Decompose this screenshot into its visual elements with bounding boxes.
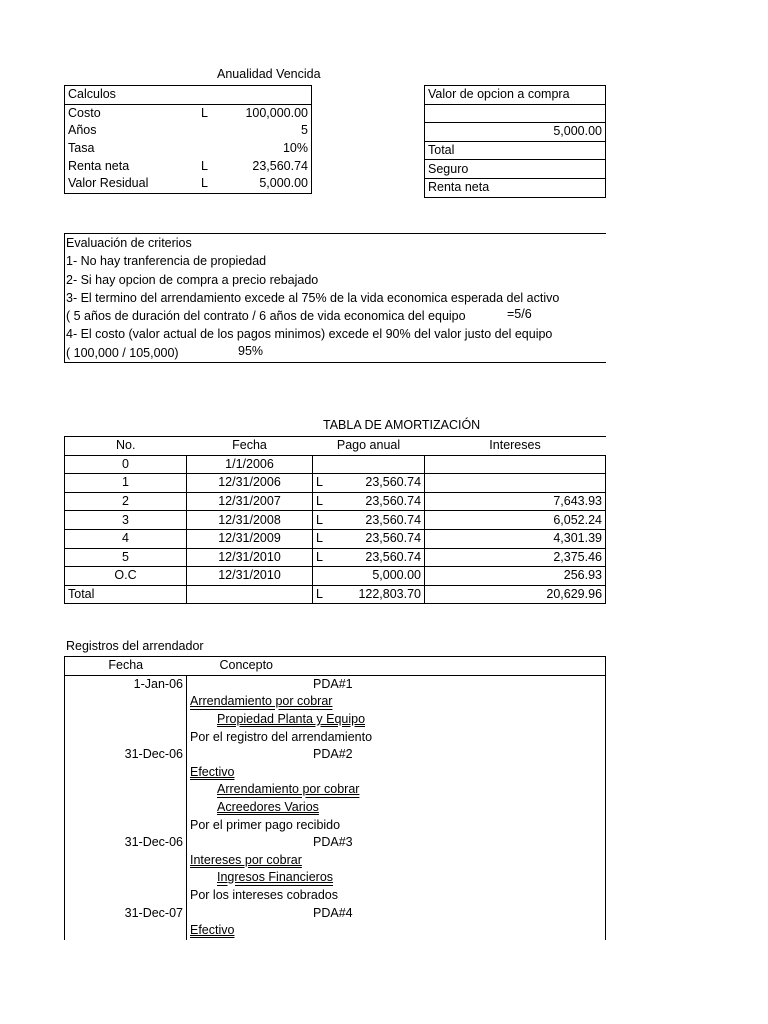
registro-fecha (65, 799, 187, 817)
amort-pago: 23,560.74 (331, 548, 425, 567)
registro-fecha (65, 887, 187, 905)
criterios-title: Evaluación de criterios (66, 236, 192, 250)
registro-row (65, 816, 606, 834)
registro-row (65, 781, 606, 799)
col-fecha: Fecha (232, 438, 267, 453)
registro-concepto: PDA#1 (313, 676, 353, 691)
registro-fecha (65, 781, 187, 799)
registro-concepto: Por los intereses cobrados (190, 888, 338, 903)
amortizacion-row (65, 529, 606, 548)
calc-currency: L (201, 158, 208, 173)
amort-no: 2 (65, 492, 187, 511)
amort-currency: L (313, 474, 331, 493)
amort-intereses: 4,301.39 (425, 529, 606, 548)
calc-currency (191, 122, 219, 140)
registro-row (65, 869, 606, 887)
amortizacion-table (64, 436, 606, 604)
amort-no: O.C (65, 567, 187, 586)
calc-label: Renta neta (68, 158, 130, 173)
amort-fecha: 12/31/2009 (187, 529, 313, 548)
col-pago: Pago anual (336, 438, 401, 453)
criterio-line: ( 100,000 / 105,000) (66, 345, 179, 360)
calc-value: 10% (282, 141, 308, 156)
reg-col-concepto: Concepto (219, 658, 274, 673)
registro-fecha (65, 693, 187, 711)
amort-currency (313, 567, 331, 586)
calc-value: 5 (301, 123, 308, 138)
registro-concepto: PDA#2 (313, 747, 353, 762)
registro-fecha (65, 711, 187, 729)
registro-row (65, 852, 606, 870)
amort-fecha: 1/1/2006 (187, 455, 313, 474)
registro-concepto: Acreedores Varios (217, 800, 319, 815)
registro-fecha (65, 869, 187, 887)
calculos-table (64, 85, 312, 194)
amort-pago: 23,560.74 (331, 511, 425, 530)
amort-pago (331, 455, 425, 474)
amort-fecha: 12/31/2010 (187, 567, 313, 586)
registro-concepto: Arrendamiento por cobrar (190, 694, 333, 709)
registro-fecha (65, 852, 187, 870)
calc-currency: L (201, 176, 208, 191)
registros-table (64, 656, 606, 940)
amort-currency: L (313, 492, 331, 511)
amort-pago: 5,000.00 (331, 567, 425, 586)
registro-concepto: Ingresos Financieros (217, 870, 334, 885)
registro-concepto: Propiedad Planta y Equipo (217, 712, 366, 727)
amort-fecha: 12/31/2008 (187, 511, 313, 530)
registro-concepto: Efectivo (190, 764, 235, 779)
amort-intereses: 7,643.93 (425, 492, 606, 511)
criterios-box (64, 233, 606, 363)
criterio-line: 2- Si hay opcion de compra a precio rebajado (66, 272, 319, 287)
calculos-row (65, 104, 312, 122)
amort-fecha: 12/31/2006 (187, 474, 313, 493)
amort-fecha: 12/31/2010 (187, 548, 313, 567)
registro-row (65, 834, 606, 852)
amort-intereses (425, 474, 606, 493)
calc-value: 23,560.74 (252, 158, 308, 173)
amort-pago: 23,560.74 (331, 529, 425, 548)
registro-row (65, 887, 606, 905)
opcion-compra-table (424, 85, 606, 198)
amortizacion-row (65, 548, 606, 567)
criterio-line: 4- El costo (valor actual de los pagos minimos) excede el 90% del valor justo del equipo (66, 327, 553, 342)
amort-no: 5 (65, 548, 187, 567)
registro-row (65, 728, 606, 746)
calculos-row (65, 122, 312, 140)
criterio-line: 3- El termino del arrendamiento excede al 75% de la vida economica esperada del activo (66, 290, 560, 305)
opcion-renta: Renta neta (425, 178, 606, 197)
amort-no: 0 (65, 455, 187, 474)
calculos-title: Calculos (68, 87, 116, 102)
opcion-total: Total (425, 141, 606, 160)
amort-fecha: 12/31/2007 (187, 492, 313, 511)
criterio-percent: 95% (238, 344, 264, 358)
calculos-row (65, 157, 312, 175)
amortizacion-row (65, 511, 606, 530)
amortizacion-total-row: Total L 122,803.70 20,629.96 (65, 585, 606, 604)
registro-concepto: PDA#3 (313, 835, 353, 850)
criterio-line: 1- No hay tranferencia de propiedad (66, 254, 267, 269)
criterio-ratio: =5/6 (507, 307, 532, 321)
amort-pago: 23,560.74 (331, 492, 425, 511)
registro-concepto: Por el primer pago recibido (190, 817, 341, 832)
col-intereses: Intereses (489, 438, 541, 453)
registros-title: Registros del arrendador (66, 639, 204, 653)
amortizacion-row (65, 492, 606, 511)
amort-no: 4 (65, 529, 187, 548)
amort-currency: L (313, 529, 331, 548)
registro-concepto: Intereses por cobrar (190, 852, 302, 867)
registro-concepto: Efectivo (190, 923, 235, 938)
amort-intereses (425, 455, 606, 474)
reg-col-fecha: Fecha (108, 658, 144, 673)
calculos-row (65, 140, 312, 158)
amort-currency (313, 455, 331, 474)
registro-row (65, 746, 606, 764)
amort-intereses: 2,375.46 (425, 548, 606, 567)
amort-currency: L (313, 511, 331, 530)
registro-row (65, 693, 606, 711)
opcion-seguro: Seguro (425, 160, 606, 179)
criterio-line: ( 5 años de duración del contrato / 6 años de vida economica del equipo (66, 309, 466, 324)
registro-row (65, 904, 606, 922)
registro-row (65, 675, 606, 693)
calc-value: 5,000.00 (259, 176, 308, 191)
registro-row (65, 922, 606, 940)
registro-fecha (65, 764, 187, 782)
amortizacion-row (65, 567, 606, 586)
col-no: No. (116, 438, 136, 453)
registro-fecha: 1-Jan-06 (65, 675, 187, 693)
amortizacion-title: TABLA DE AMORTIZACIÓN (323, 418, 481, 432)
calc-value: 100,000.00 (245, 105, 308, 120)
anualidad-heading: Anualidad Vencida (217, 67, 321, 81)
calc-label: Valor Residual (68, 176, 149, 191)
registro-fecha (65, 922, 187, 940)
opcion-value: 5,000.00 (425, 123, 606, 142)
calculos-row (65, 175, 312, 193)
registro-fecha: 31-Dec-06 (65, 746, 187, 764)
registro-fecha (65, 816, 187, 834)
calc-label: Costo (68, 105, 101, 120)
amort-no: 3 (65, 511, 187, 530)
opcion-title: Valor de opcion a compra (425, 86, 606, 105)
amort-intereses: 6,052.24 (425, 511, 606, 530)
amortizacion-row (65, 455, 606, 474)
registro-concepto: PDA#4 (313, 905, 353, 920)
calc-currency: L (201, 105, 208, 120)
amort-pago: 23,560.74 (331, 474, 425, 493)
amort-intereses: 256.93 (425, 567, 606, 586)
registro-row (65, 764, 606, 782)
calc-currency (191, 140, 219, 158)
calc-label: Años (68, 123, 97, 138)
registro-fecha: 31-Dec-07 (65, 904, 187, 922)
registro-concepto: Arrendamiento por cobrar (217, 782, 360, 797)
registro-row (65, 711, 606, 729)
amort-no: 1 (65, 474, 187, 493)
registro-fecha (65, 728, 187, 746)
amort-currency: L (313, 548, 331, 567)
amortizacion-row (65, 474, 606, 493)
calc-label: Tasa (68, 141, 95, 156)
registro-concepto: Por el registro del arrendamiento (190, 729, 373, 744)
registro-row (65, 799, 606, 817)
registro-fecha: 31-Dec-06 (65, 834, 187, 852)
